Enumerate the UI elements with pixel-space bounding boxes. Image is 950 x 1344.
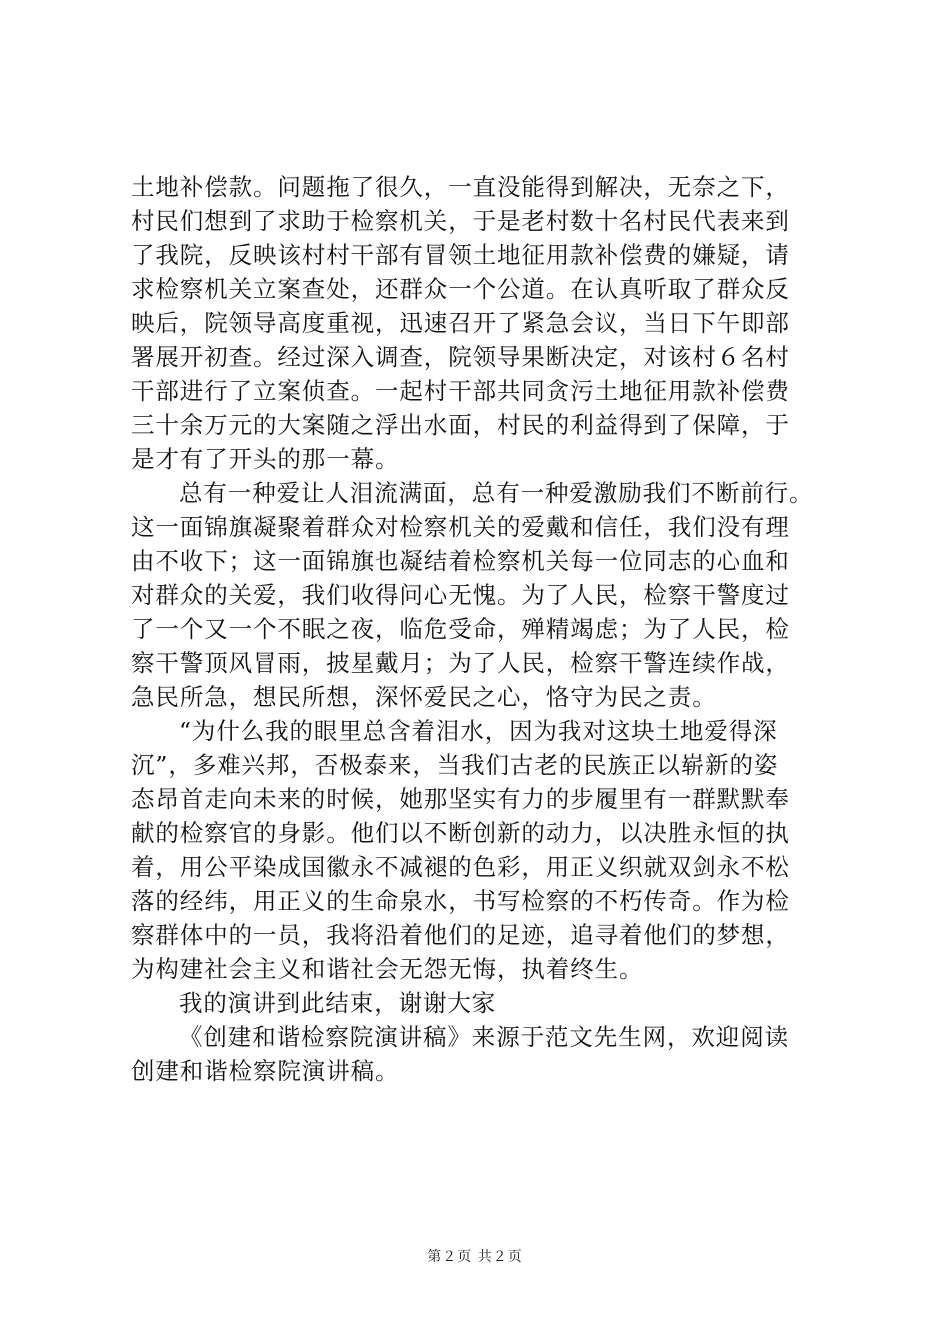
text-line: 三十余万元的大案随之浮出水面，村民的利益得到了保障，于 bbox=[131, 411, 790, 439]
text-line: 了一个又一个不眠之夜，临危受命，殚精竭虑；为了人民，检 bbox=[131, 615, 790, 643]
text-line: 察干警顶风冒雨，披星戴月；为了人民，检察干警连续作战， bbox=[131, 649, 790, 677]
text-line: 由不收下；这一面锦旗也凝结着检察机关每一位同志的心血和 bbox=[131, 547, 790, 575]
text-line: 村民们想到了求助于检察机关，于是老村数十名村民代表来到 bbox=[131, 207, 790, 235]
text-line: 求检察机关立案查处，还群众一个公道。在认真听取了群众反 bbox=[131, 275, 790, 303]
text-line: 创建和谐检察院演讲稿。 bbox=[131, 1057, 400, 1085]
text-line: 察群体中的一员，我将沿着他们的足迹，追寻着他们的梦想， bbox=[131, 921, 790, 949]
text-line: 献的检察官的身影。他们以不断创新的动力，以决胜永恒的执 bbox=[131, 819, 790, 847]
text-line: 是才有了开头的那一幕。 bbox=[131, 445, 400, 473]
paragraph-start-line: “为什么我的眼里总含着泪水，因为我对这块土地爱得深 bbox=[179, 717, 778, 745]
text-line: 对群众的关爱，我们收得问心无愧。为了人民，检察干警度过 bbox=[131, 581, 790, 609]
text-line: 了我院，反映该村村干部有冒领土地征用款补偿费的嫌疑，请 bbox=[131, 241, 790, 269]
text-line: 急民所急，想民所想，深怀爱民之心，恪守为民之责。 bbox=[131, 683, 717, 711]
paragraph-start-line: 我的演讲到此结束，谢谢大家 bbox=[179, 989, 497, 1017]
document-body bbox=[131, 170, 861, 1088]
text-line: 这一面锦旗凝聚着群众对检察机关的爱戴和信任，我们没有理 bbox=[131, 513, 790, 541]
text-line: 态昂首走向未来的时候，她那坚实有力的步履里有一群默默奉 bbox=[131, 785, 790, 813]
text-line: 干部进行了立案侦查。一起村干部共同贪污土地征用款补偿费 bbox=[131, 377, 790, 405]
paragraph-start-line: 总有一种爱让人泪流满面，总有一种爱激励我们不断前行。 bbox=[179, 479, 814, 507]
paragraph-start-line: 《创建和谐检察院演讲稿》来源于范文先生网，欢迎阅读 bbox=[179, 1023, 789, 1051]
text-line: 为构建社会主义和谐社会无怨无悔，执着终生。 bbox=[131, 955, 644, 983]
text-line: 映后，院领导高度重视，迅速召开了紧急会议，当日下午即部 bbox=[131, 309, 790, 337]
text-line: 沉”，多难兴邦，否极泰来，当我们古老的民族正以崭新的姿 bbox=[131, 751, 779, 779]
page-number-footer: 第２页 共２页 bbox=[427, 1249, 523, 1265]
text-line: 署展开初查。经过深入调查，院领导果断决定，对该村６名村 bbox=[131, 343, 790, 371]
text-line: 土地补偿款。问题拖了很久，一直没能得到解决，无奈之下， bbox=[131, 173, 790, 201]
text-line: 着，用公平染成国徽永不减褪的色彩，用正义织就双剑永不松 bbox=[131, 853, 790, 881]
text-line: 落的经纬，用正义的生命泉水，书写检察的不朽传奇。作为检 bbox=[131, 887, 790, 915]
